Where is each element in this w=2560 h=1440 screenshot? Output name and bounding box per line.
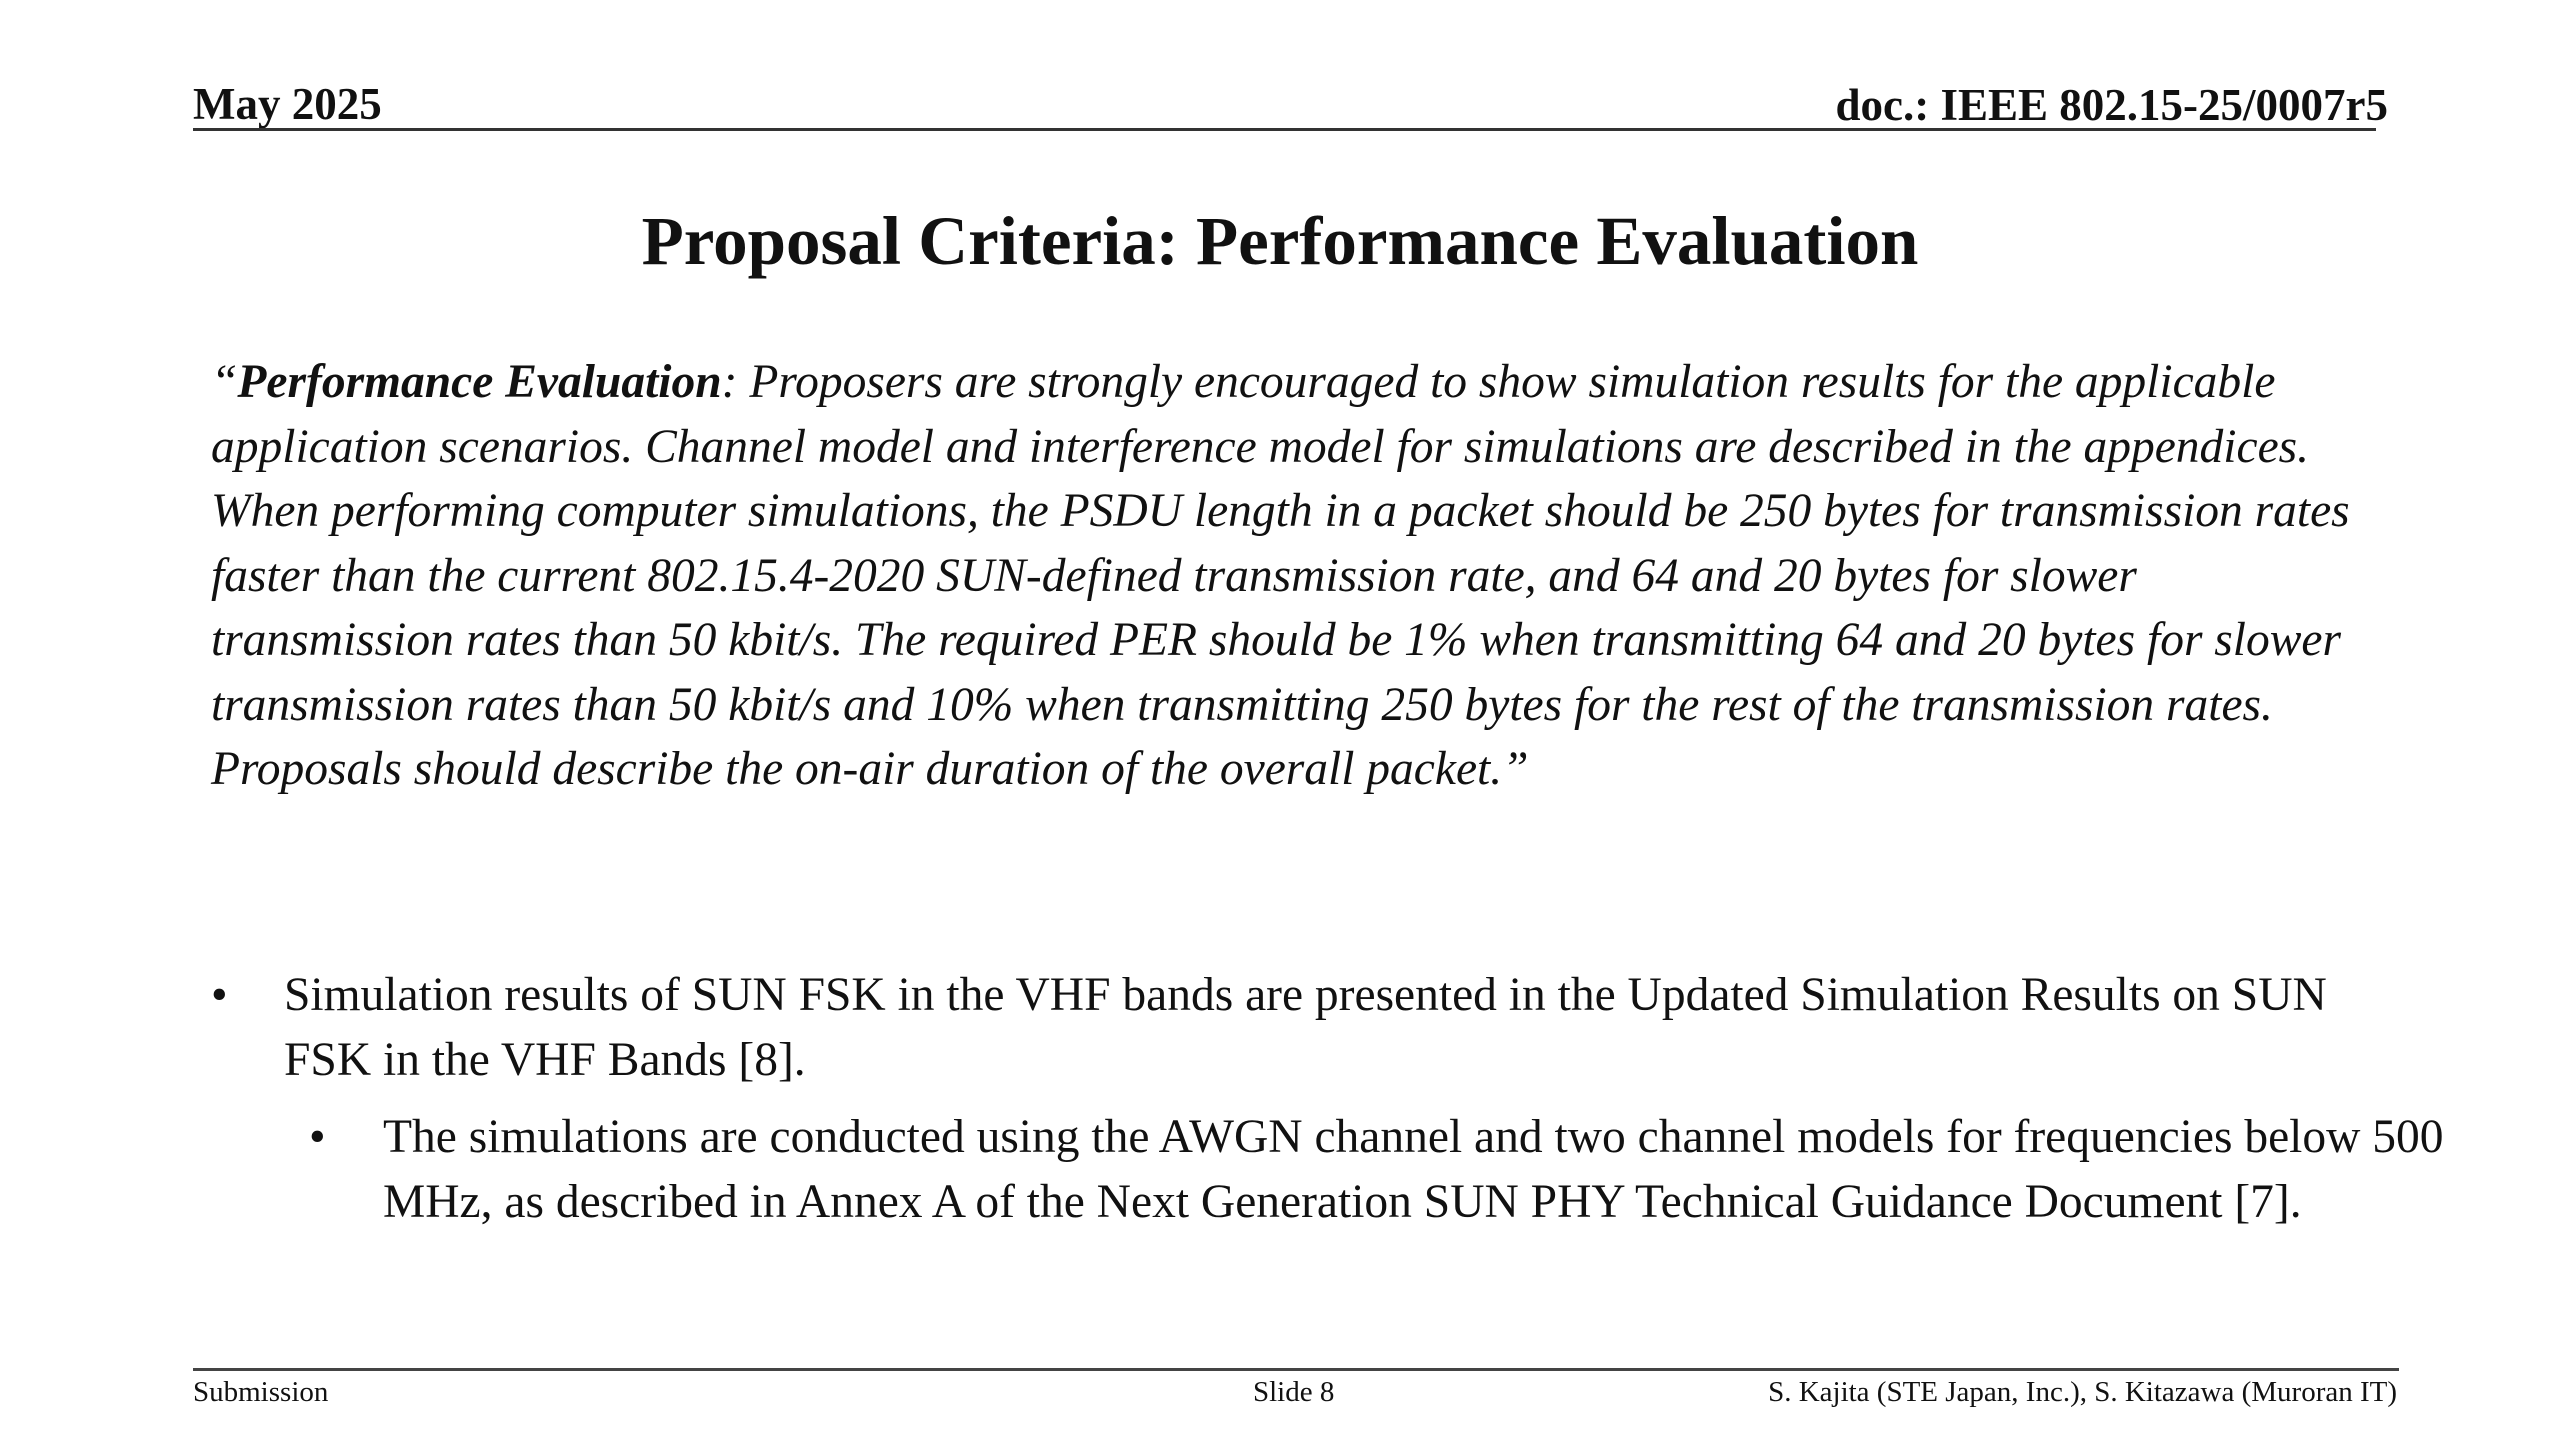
header-doc-id: doc.: IEEE 802.15-25/0007r5 [1835,80,2388,130]
sub-bullet-text: The simulations are conducted using the AWGN channel and two channel models for frequencies below 500 MHz, as described in Annex A of the Next Generation SUN PHY Technical Guidance Document [7]. [383,1111,2444,1228]
bullet-text: Simulation results of SUN FSK in the VHF bands are presented in the Updated Simulation Results on SUN FSK in the VHF Bands [8]. [284,969,2327,1086]
quote-lead: Performance Evaluation [237,356,722,408]
bullet-item [211,963,2371,1092]
criteria-quote [211,350,2391,802]
footer-authors: S. Kajita (STE Japan, Inc.), S. Kitazawa (Muroran IT) [1768,1376,2397,1408]
bullet-dot-icon: • [211,969,228,1021]
sub-bullet-item [211,1105,2523,1234]
footer-slide-number: Slide 8 [1253,1376,1335,1408]
header-date: May 2025 [193,79,382,129]
quote-open-mark: “ [211,356,238,408]
header-divider [193,128,2376,131]
sub-bullet-dot-icon: • [309,1111,326,1163]
quote-body: : Proposers are strongly encouraged to show simulation results for the applicable application scenarios. Channel model and interference model for simulations are described in the appendices. When performing computer simulations, the PSDU length in a packet should be 250 bytes for transmission rates faster than the current 802.15.4-2020 SUN-defined transmission rate, and 64 and 20 bytes for slower transmission rates than 50 kbit/s. The required PER should be 1% when transmitting 64 and 20 bytes for slower transmission rates than 50 kbit/s and 10% when transmitting 250 bytes for the rest of the transmission rates. Proposals should describe the on-air duration of the overall packet.” [211,356,2350,795]
footer-submission: Submission [193,1376,329,1408]
footer-divider [193,1368,2399,1371]
slide-title: Proposal Criteria: Performance Evaluation [641,203,1919,279]
bullet-list [211,963,2444,1234]
